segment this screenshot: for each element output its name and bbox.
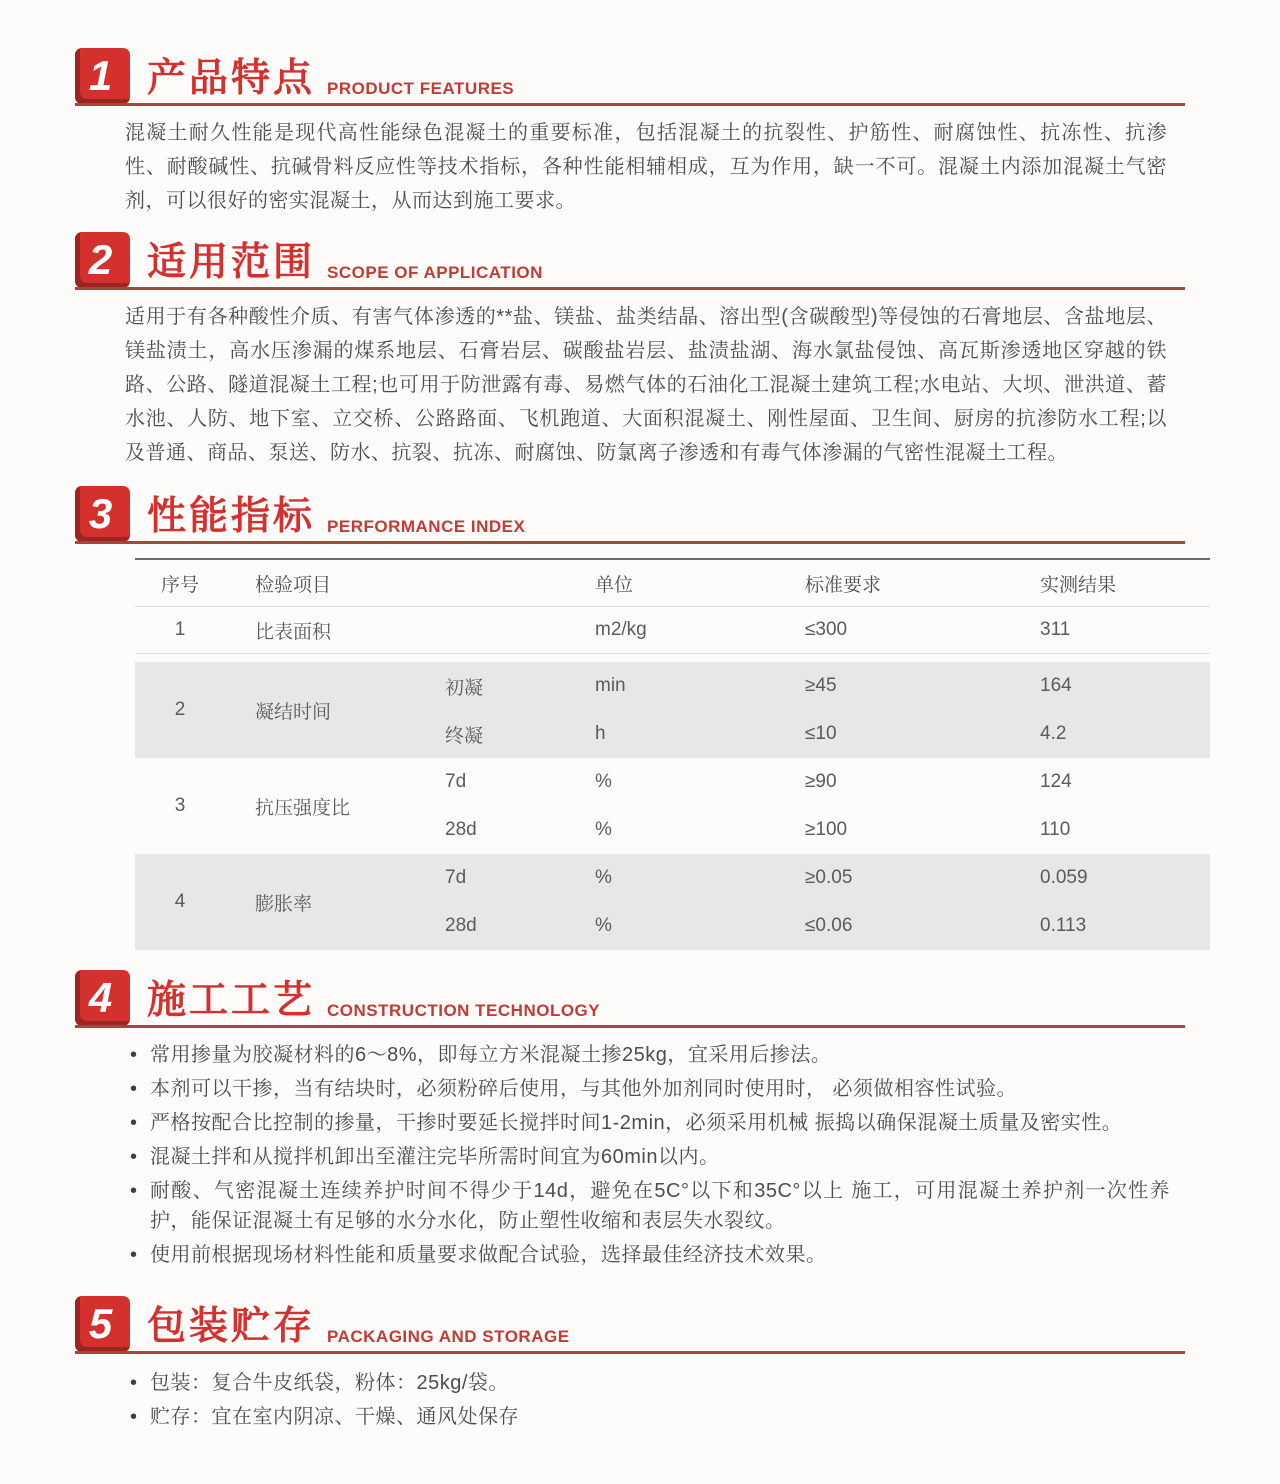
cell-unit: % xyxy=(595,867,612,888)
cell-standard: ≤10 xyxy=(805,723,837,744)
section-paragraph: 适用于有各种酸性介质、有害气体渗透的**盐、镁盐、盐类结晶、溶出型(含碳酸型)等侵蚀的石膏地层、含盐地层、镁盐渍土，高水压渗漏的煤系地层、石膏岩层、碳酸盐岩层、盐渍盐湖、海水氯盐侵蚀、高瓦斯渗透地区穿越的铁路、公路、隧道混凝土工程;也可用于防泄露有毒、易燃气体的石油化工混凝土建筑工程;水电站、大坝、泄洪道、蓄水池、人防、地下室、立交桥、公路路面、飞机跑道、大面积混凝土、刚性屋面、卫生间、厨房的抗渗防水工程;以及普通、商品、泵送、防水、抗裂、抗冻、耐腐蚀、防氯离子渗透和有毒气体渗漏的气密性混凝土工程。 xyxy=(125,306,1167,464)
section-number: 1 xyxy=(88,52,113,99)
bullet-item: • 使用前根据现场材料性能和质量要求做配合试验，选择最佳经济技术效果。 xyxy=(128,1240,1170,1270)
header-underline xyxy=(75,541,1185,544)
section-header xyxy=(75,0,1185,106)
col-header-result: 实测结果 xyxy=(1040,574,1117,596)
section-number: 3 xyxy=(88,490,113,537)
table-row-group xyxy=(135,854,1210,950)
cell-standard: ≥45 xyxy=(805,675,837,696)
section-titles xyxy=(147,492,525,542)
cell-result: 0.113 xyxy=(1040,915,1087,936)
section-header xyxy=(75,1296,1185,1354)
cell-unit: % xyxy=(595,771,612,792)
table-gap xyxy=(135,654,1210,662)
cell-result: 124 xyxy=(1040,771,1072,792)
header-underline xyxy=(75,1351,1185,1354)
section-number: 2 xyxy=(88,236,113,283)
cell-result: 4.2 xyxy=(1040,723,1067,744)
section-title-zh: 包装贮存 xyxy=(147,1305,316,1348)
header-underline xyxy=(75,103,1185,106)
section-title-en: CONSTRUCTION TECHNOLOGY xyxy=(327,1001,601,1020)
col-header-no: 序号 xyxy=(160,574,199,596)
bullet-list xyxy=(128,1040,1170,1270)
section-header xyxy=(75,970,1185,1028)
header-underline xyxy=(75,1025,1185,1028)
table-header-row xyxy=(135,558,1210,607)
section-header xyxy=(75,486,1185,544)
section-titles xyxy=(147,54,514,104)
cell-no: 1 xyxy=(174,619,186,640)
section-number-badge xyxy=(75,1296,130,1352)
bullet-list xyxy=(128,1368,1170,1432)
section-header xyxy=(75,232,1185,290)
bullet-item: • 常用掺量为胶凝材料的6～8%，即每立方米混凝土掺25kg，宜采用后掺法。 xyxy=(128,1040,1170,1070)
cell-result: 110 xyxy=(1040,819,1071,840)
header-underline xyxy=(75,287,1185,290)
cell-unit: % xyxy=(595,915,612,936)
cell-unit: h xyxy=(595,723,606,744)
section-product-features xyxy=(0,0,1280,218)
section-title-en: SCOPE OF APPLICATION xyxy=(327,263,543,282)
section-title-zh: 施工工艺 xyxy=(147,979,316,1022)
section-titles xyxy=(147,238,543,288)
section-scope-of-application xyxy=(0,232,1280,470)
cell-sub: 7d xyxy=(445,771,467,792)
cell-no: 4 xyxy=(174,891,186,912)
section-titles xyxy=(147,1302,570,1352)
table-row-group xyxy=(135,758,1210,854)
bullet-item: • 本剂可以干掺，当有结块时，必须粉碎后使用，与其他外加剂同时使用时， 必须做相容性试验。 xyxy=(128,1074,1170,1104)
col-header-item: 检验项目 xyxy=(255,574,332,596)
section-performance-index xyxy=(0,486,1280,950)
section-title-zh: 产品特点 xyxy=(147,57,316,100)
cell-item: 膨胀率 xyxy=(255,893,313,915)
section-paragraph: 混凝土耐久性能是现代高性能绿色混凝土的重要标准，包括混凝土的抗裂性、护筋性、耐腐蚀性、抗冻性、抗渗性、耐酸碱性、抗碱骨料反应性等技术指标，各种性能相辅相成，互为作用，缺一不可。混凝土内添加混凝土气密剂，可以很好的密实混凝土，从而达到施工要求。 xyxy=(125,122,1167,212)
section-number-badge xyxy=(75,48,130,104)
section-title-en: PACKAGING AND STORAGE xyxy=(327,1327,570,1346)
cell-item: 比表面积 xyxy=(255,621,332,643)
performance-table xyxy=(135,558,1210,950)
bullet-item: • 混凝土拌和从搅拌机卸出至灌注完毕所需时间宜为60min以内。 xyxy=(128,1142,1170,1172)
cell-standard: ≤300 xyxy=(805,619,848,640)
cell-result: 0.059 xyxy=(1040,867,1088,888)
section-number-badge xyxy=(75,486,130,542)
cell-unit: m2/kg xyxy=(595,619,647,640)
cell-standard: ≤0.06 xyxy=(805,915,853,936)
section-titles xyxy=(147,976,600,1026)
cell-result: 311 xyxy=(1040,619,1071,640)
section-title-zh: 性能指标 xyxy=(147,495,316,538)
section-number-badge xyxy=(75,232,130,288)
cell-sub: 初凝 xyxy=(445,677,484,699)
cell-no: 2 xyxy=(174,699,186,720)
bullet-item: • 贮存：宜在室内阴凉、干燥、通风处保存 xyxy=(128,1402,1170,1432)
col-header-standard: 标准要求 xyxy=(805,574,882,596)
section-title-en: PRODUCT FEATURES xyxy=(327,79,515,98)
bullet-item: • 耐酸、气密混凝土连续养护时间不得少于14d，避免在5C°以下和35C°以上 施工，可用混凝土养护剂一次性养护，能保证混凝土有足够的水分水化，防止塑性收缩和表层失水裂纹。 xyxy=(128,1176,1170,1236)
cell-sub: 7d xyxy=(445,867,467,888)
bullet-item: • 包装：复合牛皮纸袋，粉体：25kg/袋。 xyxy=(128,1368,1170,1398)
cell-sub: 28d xyxy=(445,915,477,936)
cell-sub: 28d xyxy=(445,819,477,840)
cell-unit: % xyxy=(595,819,612,840)
section-number: 5 xyxy=(88,1300,113,1347)
cell-standard: ≥0.05 xyxy=(805,867,853,888)
cell-standard: ≥100 xyxy=(805,819,848,840)
cell-standard: ≥90 xyxy=(805,771,837,792)
section-number-badge xyxy=(75,970,130,1026)
section-number: 4 xyxy=(88,974,113,1021)
table-row xyxy=(135,607,1210,654)
section-title-zh: 适用范围 xyxy=(147,241,316,284)
section-construction-technology xyxy=(0,970,1280,1270)
cell-item: 抗压强度比 xyxy=(255,797,351,819)
section-title-en: PERFORMANCE INDEX xyxy=(327,517,526,536)
bullet-item: • 严格按配合比控制的掺量，干掺时要延长搅拌时间1-2min，必须采用机械 振捣以确保混凝土质量及密实性。 xyxy=(128,1108,1170,1138)
cell-result: 164 xyxy=(1040,675,1072,696)
cell-item: 凝结时间 xyxy=(255,701,332,723)
table-row-group xyxy=(135,662,1210,758)
col-header-unit: 单位 xyxy=(595,574,634,596)
section-packaging-and-storage xyxy=(0,1296,1280,1432)
cell-no: 3 xyxy=(174,795,186,816)
cell-sub: 终凝 xyxy=(445,725,484,747)
cell-unit: min xyxy=(595,675,626,696)
